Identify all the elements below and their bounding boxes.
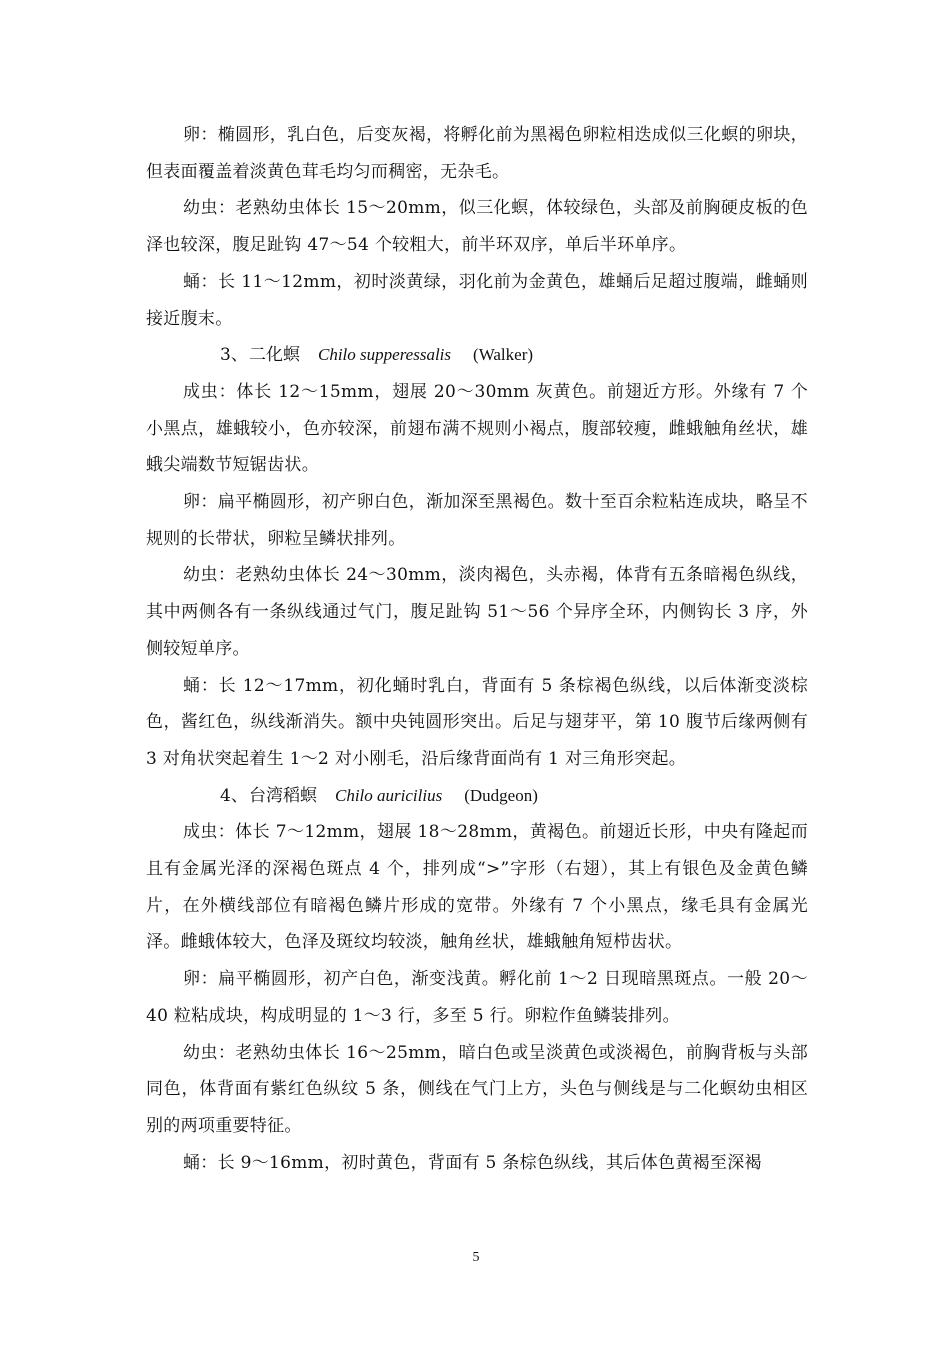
paragraph-pupa-1: 蛹：长 11～12mm，初时淡黄绿，羽化前为金黄色，雄蛹后足超过腹端，雌蛹则接近腹末。 xyxy=(146,271,808,329)
paragraph-larva-1: 幼虫：老熟幼虫体长 15～20mm，似三化螟，体较绿色，头部及前胸硬皮板的色泽也较深，腹足趾钩 47～54 个较粗大，前半环双序，单后半环单序。 xyxy=(146,198,808,256)
section-heading-3 xyxy=(146,337,808,374)
paragraph-pupa-3: 蛹：长 12～17mm，初化蛹时乳白，背面有 5 条棕褐色纵线，以后体渐变淡棕色，酱红色，纵线渐消失。额中央钝圆形突出。后足与翅芽平，第 10 腹节后缘两侧有 3 对角状突起着生 1～2 对小刚毛，沿后缘背面尚有 1 对三角形突起。 xyxy=(146,675,808,769)
species-name: 台湾稻螟 xyxy=(249,785,317,806)
paragraph-adult-3: 成虫：体长 12～15mm，翅展 20～30mm 灰黄色。前翅近方形。外缘有 7 个小黑点，雄蛾较小，色亦较深，前翅布满不规则小褐点，腹部较瘦，雌蛾触角丝状，雄蛾尖端数节短锯齿状。 xyxy=(146,381,808,476)
section-heading-4 xyxy=(146,778,808,815)
section-number: 3、 xyxy=(220,345,248,366)
paragraph-larva-4: 幼虫：老熟幼虫体长 16～25mm，暗白色或呈淡黄色或淡褐色，前胸背板与头部同色，体背面有紫红色纵纹 5 条，侧线在气门上方，头色与侧线是与二化螟幼虫相区别的两项重要特征。 xyxy=(146,1042,808,1136)
paragraph-pupa-4: 蛹：长 9～16mm，初时黄色，背面有 5 条棕色纵线，其后体色黄褐至深褐 xyxy=(183,1152,762,1173)
species-author: (Dudgeon) xyxy=(464,785,538,805)
paragraph-egg-4: 卵：扁平椭圆形，初产白色，渐变浅黄。孵化前 1～2 日现暗黑斑点。一般 20～40 粒粘成块，构成明显的 1～3 行，多至 5 行。卵粒作鱼鳞装排列。 xyxy=(146,969,808,1026)
paragraph-egg-3: 卵：扁平椭圆形，初产卵白色，渐加深至黑褐色。数十至百余粒粘连成块，略呈不规则的长带状，卵粒呈鳞状排列。 xyxy=(146,492,808,549)
section-number: 4、 xyxy=(220,785,248,806)
species-author: (Walker) xyxy=(473,345,534,365)
body-text xyxy=(146,117,808,1181)
paragraph-egg-1: 卵：椭圆形，乳白色，后变灰褐，将孵化前为黑褐色卵粒相迭成似三化螟的卵块，但表面覆盖着淡黄色茸毛均匀而稠密，无杂毛。 xyxy=(146,125,808,182)
paragraph-adult-4: 成虫：体长 7～12mm，翅展 18～28mm，黄褐色。前翅近长形，中央有隆起而且有金属光泽的深褐色斑点 4 个，排列成“>”字形（右翅），其上有银色及金黄色鳞片，在外横线部位有暗褐色鳞片形成的宽带。外缘有 7 个小黑点，缘毛具有金属光泽。雌蛾体较大，色泽及斑纹均较淡，触角丝状，雄蛾触角短栉齿状。 xyxy=(146,822,808,953)
species-name: 二化螟 xyxy=(249,345,300,366)
species-latin-name: Chilo supperessalis xyxy=(318,345,452,365)
page-number: 5 xyxy=(472,1250,480,1265)
species-latin-name: Chilo auricilius xyxy=(335,785,443,805)
paragraph-larva-3: 幼虫：老熟幼虫体长 24～30mm，淡肉褐色，头赤褐，体背有五条暗褐色纵线，其中两侧各有一条纵线通过气门，腹足趾钩 51～56 个异序全环，内侧钩长 3 序，外侧较短单序。 xyxy=(146,565,808,659)
